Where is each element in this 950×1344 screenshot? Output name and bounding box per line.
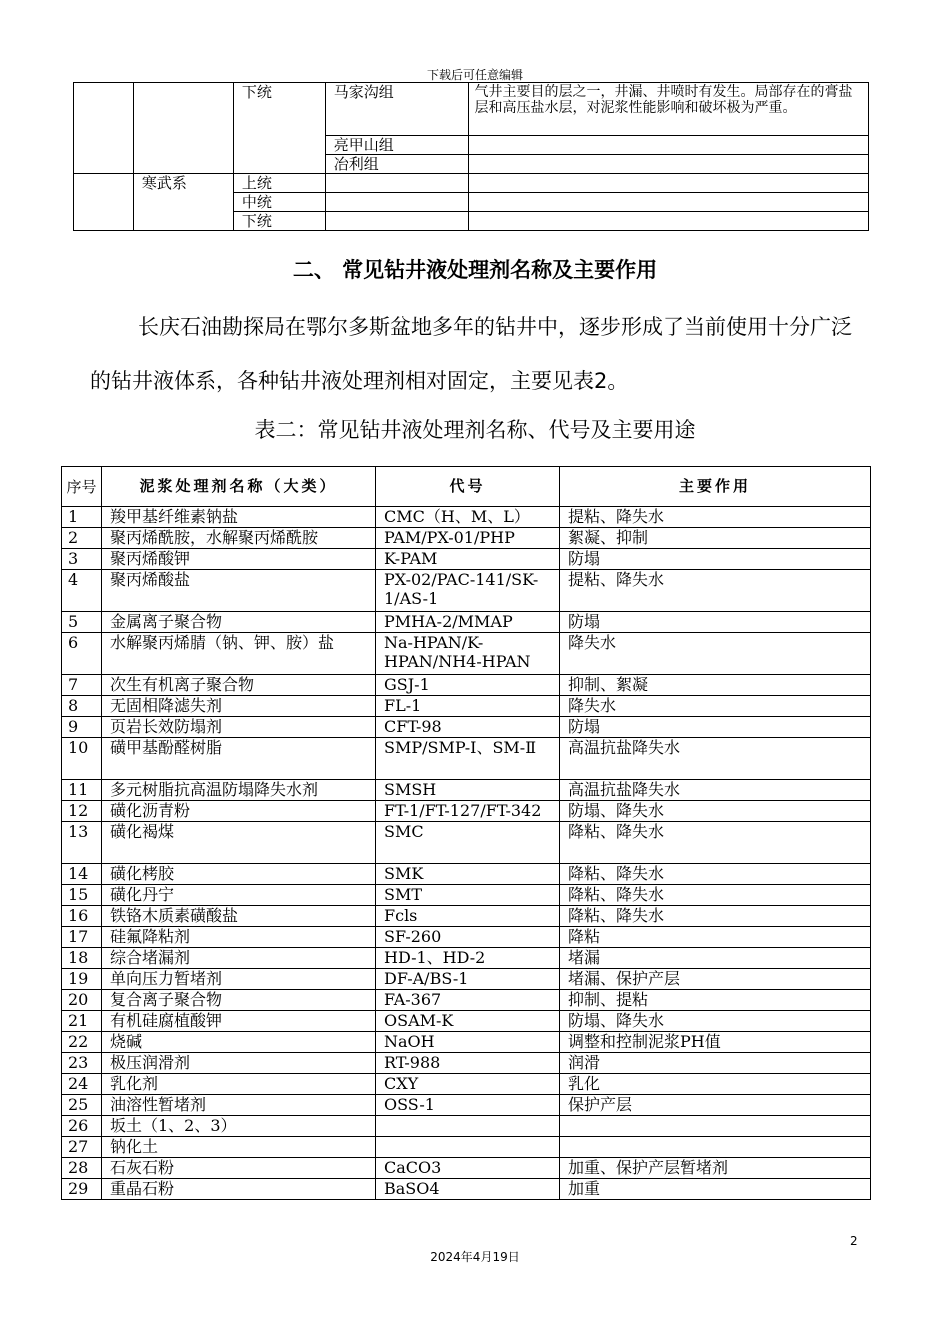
row-number: 22 xyxy=(62,1032,102,1053)
row-number: 4 xyxy=(62,570,102,612)
row-number: 26 xyxy=(62,1116,102,1137)
row-number: 9 xyxy=(62,717,102,738)
table-row xyxy=(62,1053,871,1074)
agent-name: 磺甲基酚醛树脂 xyxy=(102,738,376,780)
agent-use: 调整和控制泥浆PH值 xyxy=(560,1032,871,1053)
agent-use xyxy=(560,1116,871,1137)
agent-name: 磺化褐煤 xyxy=(102,822,376,864)
row-number: 6 xyxy=(62,633,102,675)
row-number: 27 xyxy=(62,1137,102,1158)
agent-use: 保护产层 xyxy=(560,1095,871,1116)
body-paragraph: 长庆石油勘探局在鄂尔多斯盆地多年的钻井中，逐步形成了当前使用十分广泛的钻井液体系，各种钻井液处理剂相对固定，主要见表2。 xyxy=(90,315,852,393)
agent-code: CFT-98 xyxy=(376,717,560,738)
row-number: 1 xyxy=(62,507,102,528)
agent-name: 烧碱 xyxy=(102,1032,376,1053)
strata-cell xyxy=(74,83,134,174)
agent-use: 防塌、降失水 xyxy=(560,801,871,822)
table-row xyxy=(62,1095,871,1116)
table-row xyxy=(62,822,871,864)
agent-use: 提粘、降失水 xyxy=(560,570,871,612)
agent-use: 抑制、絮凝 xyxy=(560,675,871,696)
agent-name: 多元树脂抗高温防塌降失水剂 xyxy=(102,780,376,801)
table-row xyxy=(62,927,871,948)
strata-formation: 马家沟组 xyxy=(325,83,468,136)
agent-use: 絮凝、抑制 xyxy=(560,528,871,549)
agents-table xyxy=(61,466,871,1200)
agent-code: OSS-1 xyxy=(376,1095,560,1116)
agent-use: 降粘 xyxy=(560,927,871,948)
agent-name: 复合离子聚合物 xyxy=(102,990,376,1011)
strata-formation: 亮甲山组 xyxy=(325,136,468,155)
row-number: 16 xyxy=(62,906,102,927)
agent-use: 降粘、降失水 xyxy=(560,885,871,906)
agent-name: 硅氟降粘剂 xyxy=(102,927,376,948)
agent-name: 综合堵漏剂 xyxy=(102,948,376,969)
agent-code: FT-1/FT-127/FT-342 xyxy=(376,801,560,822)
agent-use: 乳化 xyxy=(560,1074,871,1095)
table-row xyxy=(62,990,871,1011)
agent-use: 降粘、降失水 xyxy=(560,906,871,927)
row-number: 7 xyxy=(62,675,102,696)
table-row xyxy=(62,1137,871,1158)
agent-name: 石灰石粉 xyxy=(102,1158,376,1179)
agent-use: 加重 xyxy=(560,1179,871,1200)
strata-description xyxy=(468,155,868,174)
agent-use: 防塌 xyxy=(560,612,871,633)
header-seq: 序号 xyxy=(62,467,102,507)
agent-name: 油溶性暂堵剂 xyxy=(102,1095,376,1116)
strata-system: 寒武系 xyxy=(133,174,233,231)
agent-code: DF-A/BS-1 xyxy=(376,969,560,990)
strata-series: 上统 xyxy=(233,174,325,193)
row-number: 28 xyxy=(62,1158,102,1179)
agent-use: 堵漏 xyxy=(560,948,871,969)
row-number: 18 xyxy=(62,948,102,969)
agent-use: 防塌 xyxy=(560,717,871,738)
agent-use: 降粘、降失水 xyxy=(560,822,871,864)
row-number: 5 xyxy=(62,612,102,633)
agent-name: 重晶石粉 xyxy=(102,1179,376,1200)
table-row xyxy=(62,696,871,717)
table-row xyxy=(62,1032,871,1053)
strata-series: 下统 xyxy=(233,83,325,174)
row-number: 29 xyxy=(62,1179,102,1200)
row-number: 12 xyxy=(62,801,102,822)
agent-name: 聚丙烯酸钾 xyxy=(102,549,376,570)
agent-code xyxy=(376,1137,560,1158)
table-row xyxy=(62,906,871,927)
row-number: 13 xyxy=(62,822,102,864)
agent-code: Na-HPAN/K-HPAN/NH4-HPAN xyxy=(376,633,560,675)
row-number: 2 xyxy=(62,528,102,549)
row-number: 15 xyxy=(62,885,102,906)
header-use: 主要作用 xyxy=(560,467,871,507)
table-row xyxy=(62,717,871,738)
table-row xyxy=(62,780,871,801)
agent-code: FA-367 xyxy=(376,990,560,1011)
agent-code: SMT xyxy=(376,885,560,906)
agent-code: RT-988 xyxy=(376,1053,560,1074)
agent-code: K-PAM xyxy=(376,549,560,570)
agent-code: PMHA-2/MMAP xyxy=(376,612,560,633)
page-number: 2 xyxy=(850,1234,858,1248)
strata-cell xyxy=(74,174,134,231)
row-number: 20 xyxy=(62,990,102,1011)
row-number: 24 xyxy=(62,1074,102,1095)
row-number: 3 xyxy=(62,549,102,570)
agent-use xyxy=(560,1137,871,1158)
row-number: 19 xyxy=(62,969,102,990)
agent-code: CaCO3 xyxy=(376,1158,560,1179)
table-row xyxy=(62,549,871,570)
agent-name: 水解聚丙烯腈（钠、钾、胺）盐 xyxy=(102,633,376,675)
agent-use: 润滑 xyxy=(560,1053,871,1074)
agent-name: 单向压力暂堵剂 xyxy=(102,969,376,990)
agent-name: 极压润滑剂 xyxy=(102,1053,376,1074)
strata-series: 下统 xyxy=(233,212,325,231)
agent-code: NaOH xyxy=(376,1032,560,1053)
agent-code: CXY xyxy=(376,1074,560,1095)
agent-code: SF-260 xyxy=(376,927,560,948)
agent-use: 降失水 xyxy=(560,696,871,717)
row-number: 25 xyxy=(62,1095,102,1116)
agent-code: SMC xyxy=(376,822,560,864)
agent-name: 聚丙烯酰胺，水解聚丙烯酰胺 xyxy=(102,528,376,549)
agent-use: 提粘、降失水 xyxy=(560,507,871,528)
table-row xyxy=(62,969,871,990)
agent-code xyxy=(376,1116,560,1137)
agent-name: 磺化沥青粉 xyxy=(102,801,376,822)
agent-use: 降失水 xyxy=(560,633,871,675)
agent-code: SMSH xyxy=(376,780,560,801)
agent-name: 铁铬木质素磺酸盐 xyxy=(102,906,376,927)
agent-use: 加重、保护产层暂堵剂 xyxy=(560,1158,871,1179)
header-name: 泥浆处理剂名称（大类） xyxy=(102,467,376,507)
agent-code: CMC（H、M、L） xyxy=(376,507,560,528)
agent-name: 磺化丹宁 xyxy=(102,885,376,906)
table-row xyxy=(62,948,871,969)
strata-formation xyxy=(325,193,468,212)
strata-description xyxy=(468,174,868,193)
agent-name: 页岩长效防塌剂 xyxy=(102,717,376,738)
footer-date: 2024年4月19日 xyxy=(430,1250,520,1264)
row-number: 21 xyxy=(62,1011,102,1032)
agent-use: 高温抗盐降失水 xyxy=(560,738,871,780)
agent-name: 钠化土 xyxy=(102,1137,376,1158)
row-number: 14 xyxy=(62,864,102,885)
agent-use: 降粘、降失水 xyxy=(560,864,871,885)
agent-use: 防塌、降失水 xyxy=(560,1011,871,1032)
strata-table xyxy=(73,82,869,231)
agent-code: FL-1 xyxy=(376,696,560,717)
row-number: 17 xyxy=(62,927,102,948)
table-row xyxy=(62,1074,871,1095)
table-row xyxy=(62,801,871,822)
strata-formation: 冶利组 xyxy=(325,155,468,174)
agent-name: 聚丙烯酸盐 xyxy=(102,570,376,612)
row-number: 23 xyxy=(62,1053,102,1074)
agent-name: 次生有机离子聚合物 xyxy=(102,675,376,696)
table-row xyxy=(62,885,871,906)
table-row xyxy=(62,675,871,696)
agent-name: 乳化剂 xyxy=(102,1074,376,1095)
agent-use: 高温抗盐降失水 xyxy=(560,780,871,801)
table-row xyxy=(62,528,871,549)
strata-description xyxy=(468,212,868,231)
table-row xyxy=(62,570,871,612)
row-number: 8 xyxy=(62,696,102,717)
table-row xyxy=(62,633,871,675)
agent-name: 有机硅腐植酸钾 xyxy=(102,1011,376,1032)
table-caption: 表二：常见钻井液处理剂名称、代号及主要用途 xyxy=(254,418,696,442)
agent-use: 堵漏、保护产层 xyxy=(560,969,871,990)
agent-code: HD-1、HD-2 xyxy=(376,948,560,969)
row-number: 10 xyxy=(62,738,102,780)
agent-code: PAM/PX-01/PHP xyxy=(376,528,560,549)
table-row xyxy=(62,1179,871,1200)
agent-code: SMP/SMP-Ⅰ、SM-Ⅱ xyxy=(376,738,560,780)
header-code: 代号 xyxy=(376,467,560,507)
strata-series: 中统 xyxy=(233,193,325,212)
agent-code: SMK xyxy=(376,864,560,885)
strata-description: 气井主要目的层之一，井漏、井喷时有发生。局部存在的膏盐层和高压盐水层，对泥浆性能影响和破坏极为严重。 xyxy=(468,83,868,136)
table-row xyxy=(62,1158,871,1179)
strata-cell xyxy=(133,83,233,174)
table-row xyxy=(62,1116,871,1137)
agent-code: OSAM-K xyxy=(376,1011,560,1032)
row-number: 11 xyxy=(62,780,102,801)
strata-description xyxy=(468,136,868,155)
table-row xyxy=(62,864,871,885)
agent-name: 坂土（1、2、3） xyxy=(102,1116,376,1137)
agent-code: Fcls xyxy=(376,906,560,927)
table-row xyxy=(62,612,871,633)
strata-formation xyxy=(325,212,468,231)
agent-use: 防塌 xyxy=(560,549,871,570)
agent-code: BaSO4 xyxy=(376,1179,560,1200)
page-header: 下载后可任意编辑 xyxy=(426,68,523,82)
agent-name: 磺化栲胶 xyxy=(102,864,376,885)
agent-name: 无固相降滤失剂 xyxy=(102,696,376,717)
agent-code: PX-02/PAC-141/SK-1/AS-1 xyxy=(376,570,560,612)
section-title: 二、 常见钻井液处理剂名称及主要作用 xyxy=(292,258,658,282)
strata-formation xyxy=(325,174,468,193)
agent-name: 金属离子聚合物 xyxy=(102,612,376,633)
strata-description xyxy=(468,193,868,212)
table-row xyxy=(62,1011,871,1032)
agent-name: 羧甲基纤维素钠盐 xyxy=(102,507,376,528)
table-row xyxy=(62,507,871,528)
table-row xyxy=(62,738,871,780)
agent-code: GSJ-1 xyxy=(376,675,560,696)
agent-use: 抑制、提粘 xyxy=(560,990,871,1011)
